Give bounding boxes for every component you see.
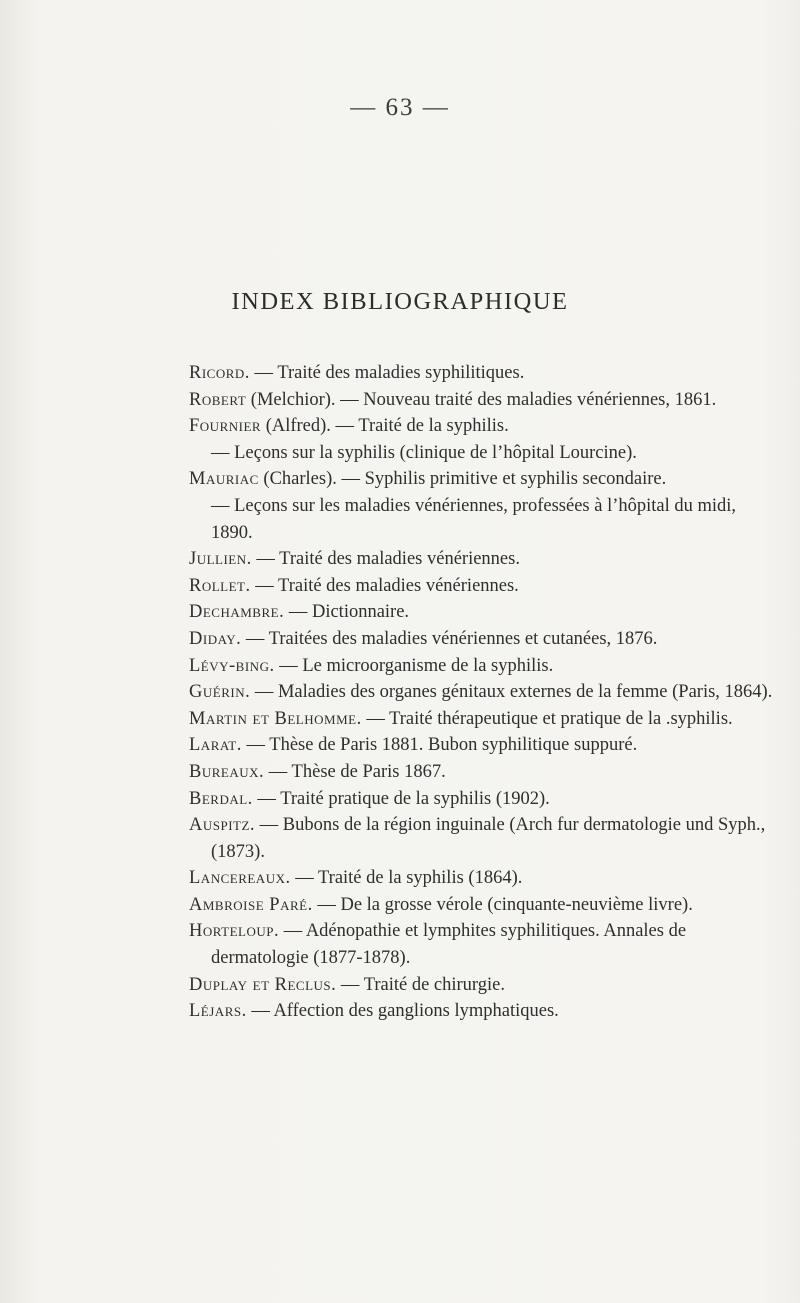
bibliography-entry <box>189 865 774 892</box>
bibliography-entry <box>189 466 774 493</box>
entry-text: — Affection des ganglions lymphatiques. <box>246 1001 559 1022</box>
bibliography-entry <box>189 759 774 786</box>
entry-text: — De la grosse vérole (cinquante-neuvième livre). <box>312 894 693 915</box>
entry-author: Mauriac <box>189 469 259 490</box>
entry-author: Martin et Belhomme. <box>189 708 362 729</box>
entry-text: — Maladies des organes génitaux externes de la femme (Paris, 1864). <box>250 682 773 703</box>
entry-author: Lancereaux. <box>189 868 291 889</box>
entry-text: — Traitées des maladies vénériennes et cutanées, 1876. <box>241 628 658 649</box>
bibliography-entry <box>189 812 774 865</box>
entry-author: Rollet. <box>189 575 251 596</box>
bibliography-entry <box>189 387 774 414</box>
entry-text: — Traité thérapeutique et pratique de la .syphilis. <box>361 708 733 729</box>
entry-text: — Le microorganisme de la syphilis. <box>274 655 554 676</box>
bibliography-entry <box>189 998 774 1025</box>
bibliography-entry <box>189 599 774 626</box>
entry-text: — Adénopathie et lymphites syphilitiques. Annales de dermatologie (1877-1878). <box>211 921 687 969</box>
page-title: INDEX BIBLIOGRAPHIQUE <box>231 288 569 315</box>
page-number: — 63 — <box>350 94 450 121</box>
entry-author: Fournier <box>189 416 262 437</box>
bibliography-entry <box>189 413 774 440</box>
entry-text: — Leçons sur la syphilis (clinique de l’hôpital Lourcine). <box>211 442 637 463</box>
bibliography-entry <box>189 493 774 546</box>
entry-text: — Traité des maladies vénériennes. <box>250 575 519 596</box>
entry-author: Diday. <box>189 628 242 649</box>
entry-author: Larat. <box>189 735 242 756</box>
bibliography-entry <box>189 732 774 759</box>
entry-text: — Dictionnaire. <box>284 602 410 623</box>
bibliography-entry <box>189 626 774 653</box>
entry-text: — Leçons sur les maladies vénériennes, professées à l’hôpital du midi, 1890. <box>211 495 737 543</box>
entry-text: — Traité de chirurgie. <box>336 974 505 995</box>
bibliography-entry <box>189 786 774 813</box>
entry-text: (Melchior). — Nouveau traité des maladies vénériennes, 1861. <box>246 389 717 410</box>
entry-author: Ambroise Paré. <box>189 894 313 915</box>
entry-author: Bureaux. <box>189 761 265 782</box>
entry-text: — Bubons de la région inguinale (Arch fur dermatologie und Syph., (1873). <box>211 815 766 862</box>
bibliography-list <box>189 360 774 1025</box>
bibliography-entry <box>189 653 774 680</box>
bibliography-entry <box>189 360 774 387</box>
bibliography-entry <box>189 546 774 573</box>
entry-author: Guérin. <box>189 682 251 703</box>
entry-text: (Charles). — Syphilis primitive et syphilis secondaire. <box>258 469 667 490</box>
entry-author: Ricord. <box>189 363 250 383</box>
bibliography-entry <box>189 892 774 919</box>
bibliography-entry <box>189 972 774 999</box>
entry-text: — Traité des maladies syphilitiques. <box>249 363 525 383</box>
entry-text: (Alfred). — Traité de la syphilis. <box>261 416 509 437</box>
entry-author: Jullien. <box>189 549 252 570</box>
entry-author: Léjars. <box>189 1001 247 1022</box>
entry-text: — Thèse de Paris 1881. Bubon syphilitique suppuré. <box>241 735 638 756</box>
bibliography-entry <box>189 440 774 467</box>
bibliography-entry <box>189 706 774 733</box>
entry-text: — Traité des maladies vénériennes. <box>251 549 520 570</box>
entry-author: Duplay et Reclus. <box>189 974 337 995</box>
entry-author: Auspitz. <box>189 815 256 836</box>
entry-author: Horteloup. <box>189 921 280 942</box>
entry-author: Lévy-bing. <box>189 655 275 676</box>
entry-author: Robert <box>189 389 247 410</box>
bibliography-entry <box>189 573 774 600</box>
bibliography-entry <box>189 918 774 971</box>
bibliography-entry <box>189 679 774 706</box>
entry-author: Dechambre. <box>189 602 285 623</box>
entry-text: — Traité de la syphilis (1864). <box>290 868 523 889</box>
entry-text: — Thèse de Paris 1867. <box>264 761 446 782</box>
entry-text: — Traité pratique de la syphilis (1902). <box>252 788 550 809</box>
entry-author: Berdal. <box>189 788 253 809</box>
